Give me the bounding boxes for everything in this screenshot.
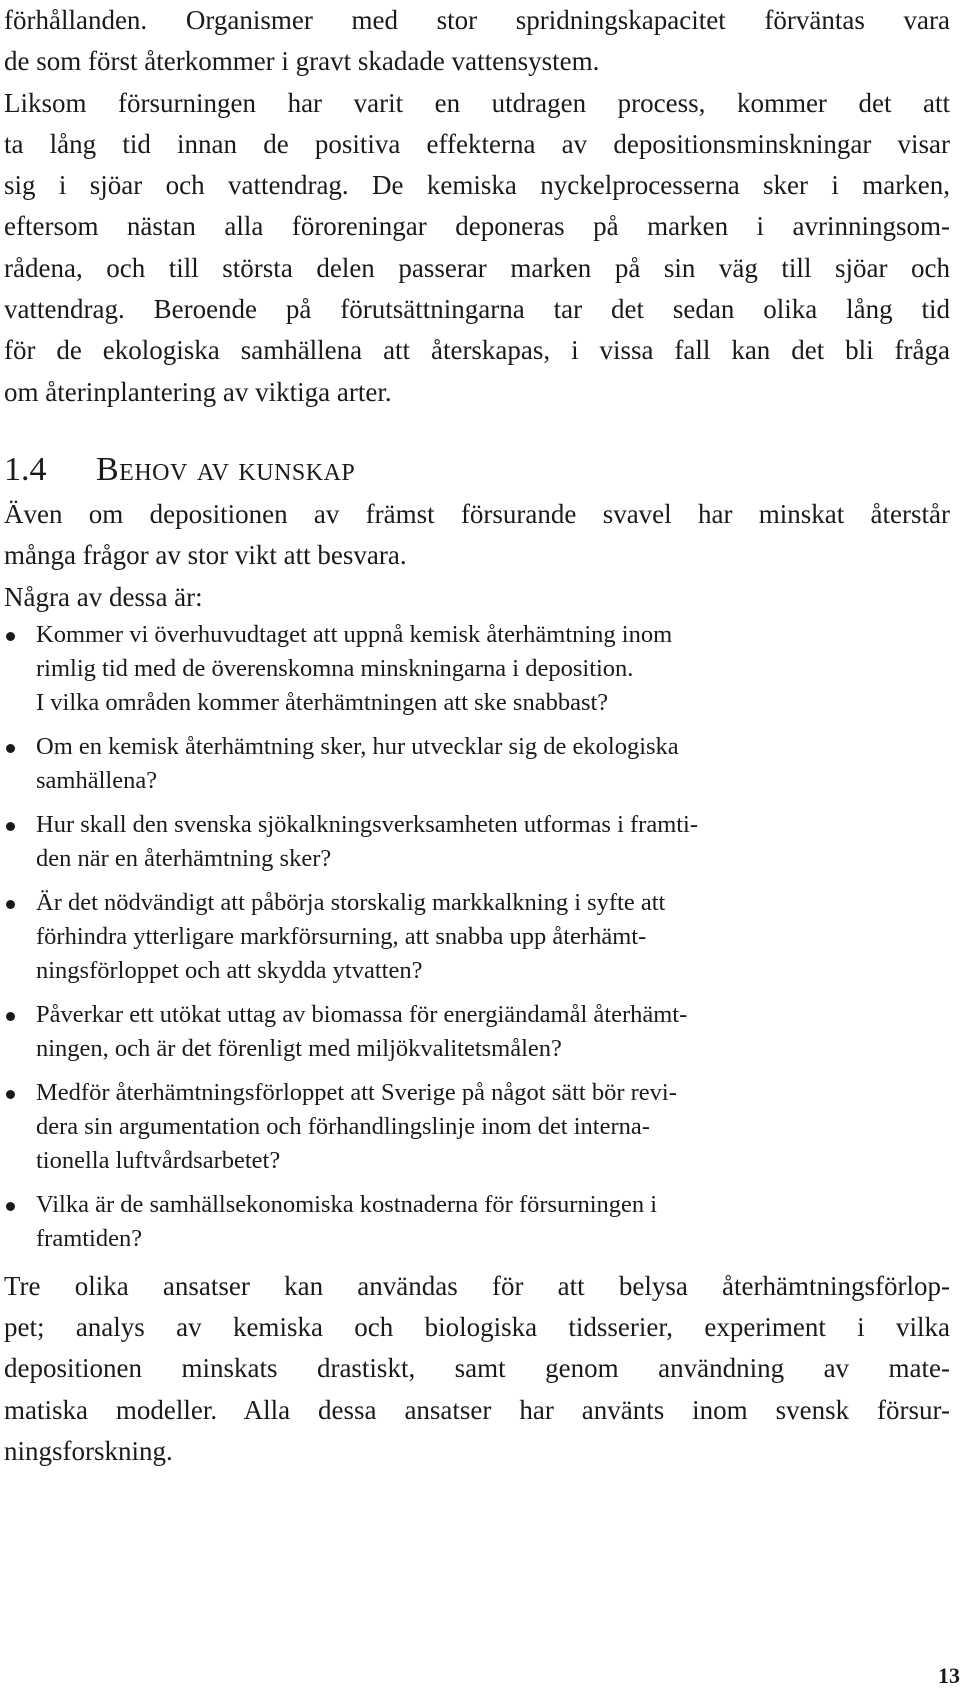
text-line: sig i sjöar och vattendrag. De kemiska nyckelprocesserna sker i marken, <box>4 170 950 201</box>
text-line: många frågor av stor vikt att besvara. <box>4 540 407 571</box>
list-item-line: Påverkar ett utökat uttag av biomassa för energiändamål återhämt- <box>36 1000 688 1028</box>
list-item <box>4 998 950 1066</box>
closing-paragraph <box>4 1266 950 1472</box>
list-item-line: I vilka områden kommer återhämtningen att ske snabbast? <box>36 688 609 716</box>
section-heading <box>4 446 950 494</box>
bullet-icon <box>6 822 15 831</box>
list-item-line: Hur skall den svenska sjökalkningsverksamheten utformas i framti- <box>36 810 699 838</box>
question-list <box>4 618 950 1256</box>
bullet-icon <box>6 1090 15 1099</box>
list-item <box>4 730 950 798</box>
list-item-line: ningsförloppet och att skydda ytvatten? <box>36 956 423 984</box>
list-item <box>4 886 950 988</box>
list-item-line: framtiden? <box>36 1224 143 1252</box>
text-line: pet; analys av kemiska och biologiska tidsserier, experiment i vilka <box>4 1312 950 1343</box>
text-line: Tre olika ansatser kan användas för att belysa återhämtningsförlop- <box>4 1270 950 1301</box>
list-item <box>4 1188 950 1256</box>
list-item-line: Kommer vi överhuvudtaget att uppnå kemisk återhämtning inom <box>36 620 673 648</box>
section-intro-paragraph <box>4 494 950 618</box>
bullet-icon <box>6 1202 15 1211</box>
list-item-line: Är det nödvändigt att påbörja storskalig markkalkning i syfte att <box>36 888 666 916</box>
section-number: 1.4 <box>4 450 47 488</box>
text-line: ningsforskning. <box>4 1436 173 1467</box>
bullet-icon <box>6 1012 15 1021</box>
text-line: om återinplantering av viktiga arter. <box>4 376 392 407</box>
page-number: 13 <box>938 1663 960 1688</box>
list-item <box>4 618 950 720</box>
section-title: Behov av kunskap <box>96 450 356 488</box>
text-line: Även om depositionen av främst försurande svavel har minskat återstår <box>4 498 950 529</box>
bullet-icon <box>6 900 15 909</box>
text-line: förhållanden. Organismer med stor spridningskapacitet förväntas vara <box>4 5 950 35</box>
text-line: matiska modeller. Alla dessa ansatser har använts inom svensk försur- <box>4 1394 950 1425</box>
text-line: vattendrag. Beroende på förutsättningarna tar det sedan olika lång tid <box>4 294 950 325</box>
intro-paragraph <box>4 0 950 413</box>
list-item-line: Vilka är de samhällsekonomiska kostnaderna för försurningen i <box>36 1190 658 1218</box>
list-item-line: Om en kemisk återhämtning sker, hur utvecklar sig de ekologiska <box>36 732 679 760</box>
list-item-line: ningen, och är det förenligt med miljökvalitetsmålen? <box>36 1034 562 1062</box>
list-item-line: rimlig tid med de överenskomna minskningarna i deposition. <box>36 654 634 682</box>
list-item-line: tionella luftvårdsarbetet? <box>36 1146 281 1174</box>
text-line: eftersom nästan alla föroreningar deponeras på marken i avrinningsom- <box>4 211 950 242</box>
text-line: för de ekologiska samhällena att återskapas, i vissa fall kan det bli fråga <box>4 335 950 366</box>
text-line: de som först återkommer i gravt skadade vattensystem. <box>4 46 600 77</box>
list-item-line: dera sin argumentation och förhandlingslinje inom det interna- <box>36 1112 650 1140</box>
bullet-icon <box>6 744 15 753</box>
list-item-line: den när en återhämtning sker? <box>36 844 332 872</box>
text-line: depositionen minskats drastiskt, samt genom användning av mate- <box>4 1353 950 1384</box>
text-line: Några av dessa är: <box>4 581 203 612</box>
text-line: rådena, och till största delen passerar marken på sin väg till sjöar och <box>4 252 950 283</box>
list-item-line: samhällena? <box>36 766 158 794</box>
list-item-line: Medför återhämtningsförloppet att Sverige på något sätt bör revi- <box>36 1078 677 1106</box>
text-line: Liksom försurningen har varit en utdragen process, kommer det att <box>4 87 950 118</box>
text-line: ta lång tid innan de positiva effekterna av depositionsminskningar visar <box>4 128 950 159</box>
list-item <box>4 1076 950 1178</box>
bullet-icon <box>6 632 15 641</box>
list-item-line: förhindra ytterligare markförsurning, att snabba upp återhämt- <box>36 922 647 950</box>
document-page <box>4 0 950 1472</box>
list-item <box>4 808 950 876</box>
